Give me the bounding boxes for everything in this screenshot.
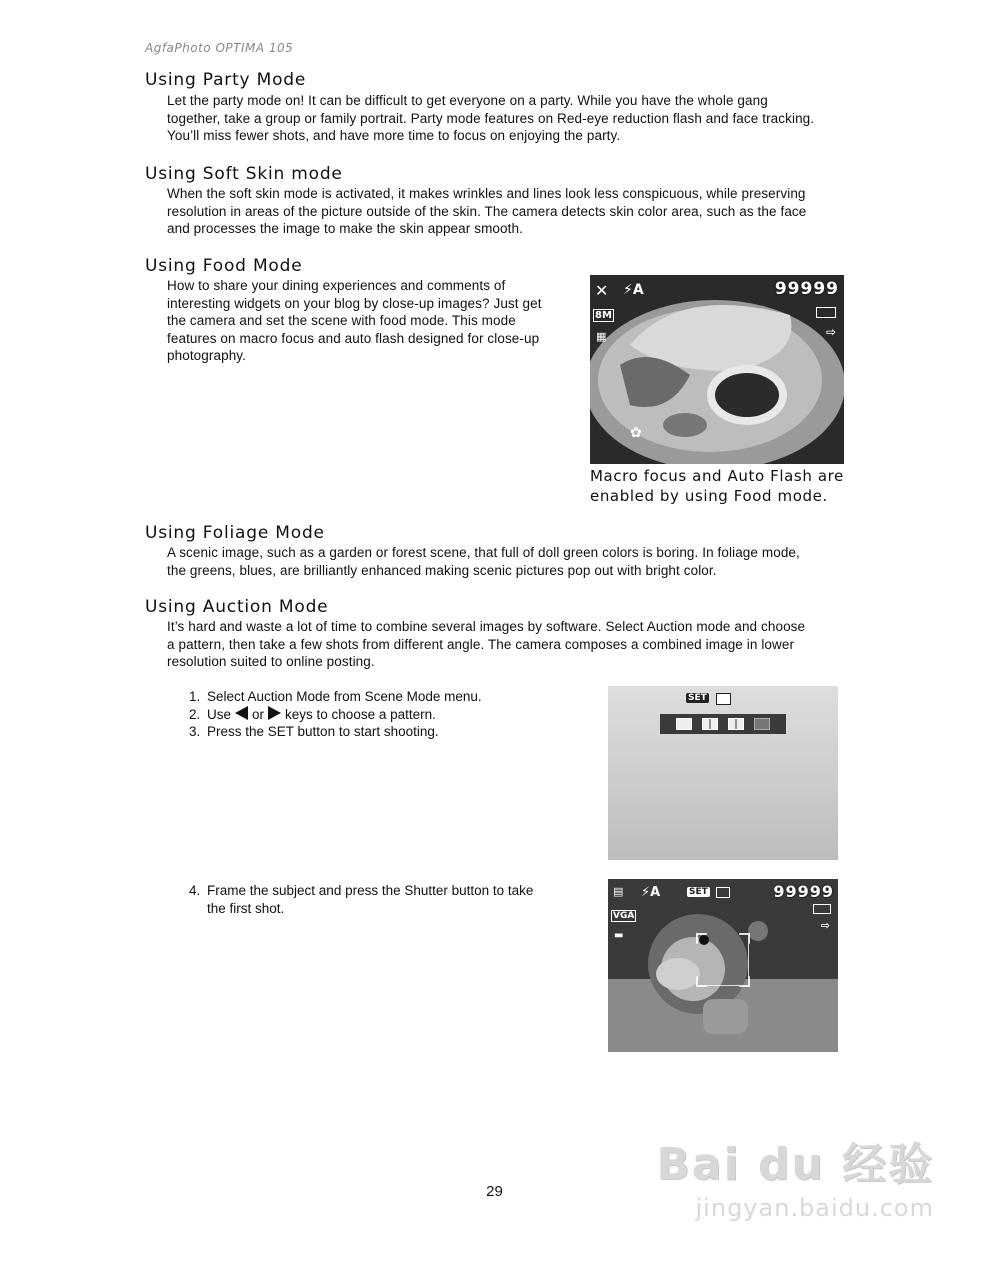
watermark bbox=[656, 1128, 934, 1222]
set-indicator: SET bbox=[688, 693, 707, 703]
food-scene-icon: ✕ bbox=[595, 281, 609, 300]
pattern-selector-bar bbox=[660, 714, 786, 734]
text-line: interesting widgets on your blog by close-up images? Just get bbox=[167, 295, 542, 311]
text-line: It’s hard and waste a lot of time to combine several images by software. Select Auction mode and choose bbox=[167, 619, 806, 634]
resolution-icon: VGA bbox=[613, 911, 635, 921]
pattern-option-two[interactable] bbox=[702, 718, 718, 730]
text-line: photography. bbox=[167, 348, 247, 364]
pattern-option-three[interactable] bbox=[728, 718, 744, 730]
text-line: and processes the image to make the skin appear smooth. bbox=[167, 221, 523, 237]
memory-card-icon: ⇨ bbox=[820, 919, 830, 932]
party-mode-paragraph bbox=[167, 92, 857, 145]
text-line: the greens, blues, are brilliantly enhanced making scenic pictures pop out with bright color. bbox=[167, 562, 717, 578]
remaining-shots-count: 99999 bbox=[774, 279, 839, 299]
watermark-brand: Bai du 经验 bbox=[656, 1139, 934, 1190]
left-arrow-key-icon bbox=[235, 706, 248, 720]
memory-card-icon: ⇨ bbox=[825, 325, 836, 339]
text-line: resolution in areas of the picture outside of the skin. The camera detects skin color area, such as the face bbox=[167, 203, 807, 219]
battery-icon bbox=[816, 307, 836, 318]
pattern-option-four[interactable] bbox=[754, 718, 770, 730]
auction-pattern-menu-screen bbox=[608, 686, 838, 860]
focus-frame bbox=[696, 933, 750, 987]
text-line: When the soft skin mode is activated, it makes wrinkles and lines look less conspicuous, while preserving bbox=[167, 186, 806, 201]
pattern-option-single[interactable] bbox=[676, 718, 692, 730]
text-line: a pattern, then take a few shots from different angle. The camera composes a combined image in lower bbox=[167, 636, 795, 652]
text-line: Let the party mode on! It can be difficult to get everyone on a party. While you have the whole gang bbox=[167, 93, 768, 108]
auction-shooting-screen bbox=[608, 879, 838, 1052]
macro-icon: ✿ bbox=[630, 425, 642, 441]
auction-step-four bbox=[189, 882, 533, 917]
text-line: resolution suited to online posting. bbox=[167, 654, 375, 670]
caption-line: Macro focus and Auto Flash are bbox=[590, 467, 844, 485]
set-indicator: SET bbox=[689, 887, 708, 897]
quality-icon: ▬ bbox=[614, 930, 624, 941]
quality-icon: ▦ bbox=[596, 330, 607, 343]
text-line: You’ll miss fewer shots, and have more time to focus on enjoying the party. bbox=[167, 128, 621, 144]
text-line: A scenic image, such as a garden or forest scene, that full of doll green colors is boring. In foliage mode, bbox=[167, 545, 800, 560]
auction-steps-list bbox=[189, 688, 482, 741]
soft-skin-paragraph bbox=[167, 185, 857, 238]
food-mode-camera-screen bbox=[590, 275, 844, 464]
heading-soft-skin-mode: Using Soft Skin mode bbox=[145, 164, 343, 184]
heading-auction-mode: Using Auction Mode bbox=[145, 597, 329, 617]
step-item-continued: the first shot. bbox=[207, 900, 285, 916]
caption-line: enabled by using Food mode. bbox=[590, 487, 828, 505]
running-header: AgfaPhoto OPTIMA 105 bbox=[145, 41, 294, 55]
right-arrow-key-icon bbox=[268, 706, 281, 720]
scene-mode-icon: ▤ bbox=[613, 885, 624, 898]
remaining-shots-count: 99999 bbox=[773, 882, 834, 901]
foliage-mode-paragraph bbox=[167, 544, 857, 579]
heading-party-mode: Using Party Mode bbox=[145, 70, 307, 90]
watermark-url: jingyan.baidu.com bbox=[695, 1194, 934, 1222]
text-line: features on macro focus and auto flash designed for close-up bbox=[167, 330, 540, 346]
pattern-grid-icon bbox=[716, 887, 730, 898]
pattern-grid-icon bbox=[716, 693, 731, 705]
step-item: 2. Use or keys to choose a pattern. bbox=[189, 706, 436, 722]
text-line: the camera and set the scene with food mode. This mode bbox=[167, 313, 516, 329]
resolution-icon: 8M bbox=[595, 310, 612, 321]
auto-flash-icon: ⚡A bbox=[623, 282, 644, 298]
text-line: How to share your dining experiences and comments of bbox=[167, 278, 506, 293]
auction-mode-paragraph bbox=[167, 618, 857, 671]
heading-foliage-mode: Using Foliage Mode bbox=[145, 523, 325, 543]
food-photo bbox=[590, 275, 844, 464]
heading-food-mode: Using Food Mode bbox=[145, 256, 303, 276]
food-mode-paragraph bbox=[167, 277, 572, 365]
step-item: 4. Frame the subject and press the Shutter button to take bbox=[189, 883, 534, 898]
step-item: 3. Press the SET button to start shooting. bbox=[189, 724, 439, 740]
text-line: together, take a group or family portrait. Party mode features on Red-eye reduction flash and face tracking. bbox=[167, 110, 815, 126]
page-number: 29 bbox=[486, 1183, 503, 1200]
step-item: 1. Select Auction Mode from Scene Mode menu. bbox=[189, 689, 482, 704]
auto-flash-icon: ⚡A bbox=[641, 885, 661, 900]
food-mode-caption bbox=[590, 466, 860, 506]
battery-icon bbox=[813, 904, 831, 914]
